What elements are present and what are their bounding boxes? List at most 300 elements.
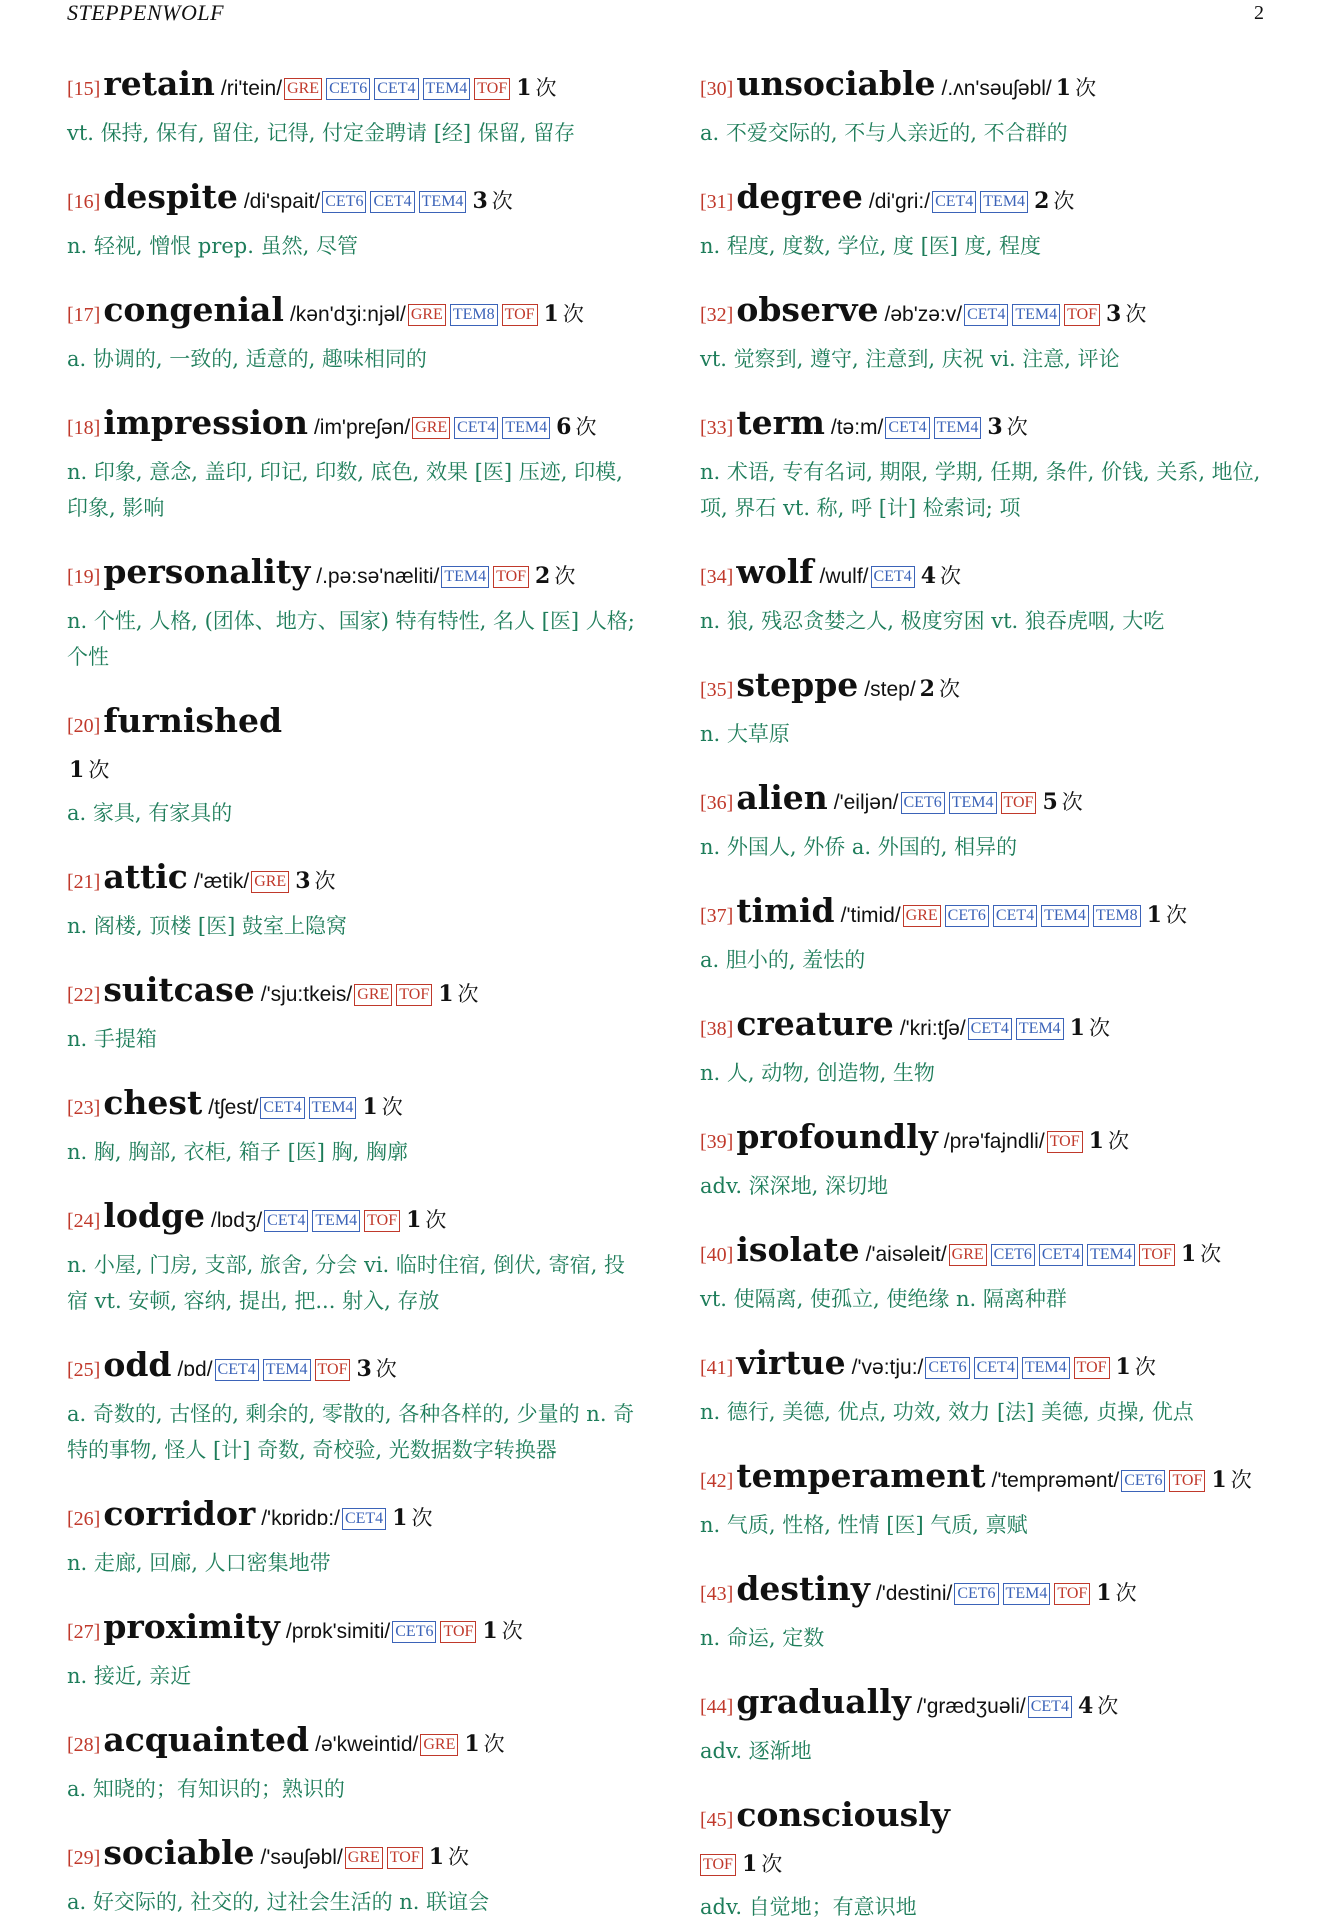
occurrence-count: 1: [464, 1731, 480, 1757]
occurrence-count: 1: [1088, 1128, 1104, 1154]
definition: a. 奇数的, 古怪的, 剩余的, 零散的, 各种各样的, 少量的 n. 奇特的事物, 怪人 [计] 奇数, 奇校验, 光数据数字转换器: [67, 1402, 635, 1462]
vocab-entry: [67, 1833, 642, 1920]
entry-headline: [700, 1004, 1275, 1055]
occurrence-count: 3: [987, 414, 1003, 440]
entry-number: [41]: [700, 1357, 734, 1379]
entry-headline: [700, 290, 1275, 341]
entry-headline: [67, 857, 642, 908]
occurrence-count: 4: [1077, 1693, 1094, 1719]
exam-tag-cet4: CET4: [964, 304, 1008, 326]
phonetic: /.pə:sə'næliti/: [316, 565, 440, 588]
occurrence-count: 1: [1115, 1354, 1131, 1380]
entry-number: [27]: [67, 1621, 101, 1643]
phonetic: /di'gri:/: [868, 190, 931, 213]
entry-headline: [700, 1343, 1275, 1394]
count-suffix: 次: [1088, 1016, 1110, 1040]
exam-tag-tem4: TEM4: [949, 792, 997, 814]
phonetic: /əb'zə:v/: [884, 303, 963, 326]
definition: a. 家具, 有家具的: [67, 801, 233, 825]
headword: timid: [736, 891, 835, 930]
count-suffix: 次: [381, 1095, 403, 1119]
entry-headline: [67, 1083, 642, 1134]
definition: vt. 使隔离, 使孤立, 使绝缘 n. 隔离种群: [700, 1287, 1067, 1311]
count-suffix: 次: [940, 564, 962, 588]
vocab-entry: [67, 64, 642, 151]
entry-number: [35]: [700, 679, 734, 701]
vocab-entry: [67, 1345, 642, 1468]
headword: unsociable: [736, 64, 936, 103]
definition: a. 胆小的, 羞怯的: [700, 948, 866, 972]
occurrence-count: 1: [1069, 1015, 1085, 1041]
count-suffix: 次: [1125, 302, 1147, 326]
phonetic: /'temprəmənt/: [991, 1469, 1120, 1492]
count-suffix: 次: [491, 189, 513, 213]
entry-headline: [700, 778, 1275, 829]
entry-number: [31]: [700, 191, 734, 213]
headword: gradually: [736, 1682, 911, 1721]
occurrence-count: 3: [472, 188, 488, 214]
entry-headline: [700, 1117, 1275, 1168]
entry-number: [24]: [67, 1210, 101, 1232]
entry-number: [39]: [700, 1131, 734, 1153]
count-suffix: 次: [575, 415, 597, 439]
exam-tag-cet4: CET4: [968, 1018, 1012, 1040]
exam-tag-cet4: CET4: [260, 1097, 304, 1119]
occurrence-count: 1: [516, 75, 532, 101]
exam-tag-tof: TOF: [493, 566, 529, 588]
entry-headline: [67, 290, 642, 341]
entry-headline: [67, 1494, 642, 1545]
count-suffix: 次: [1053, 189, 1075, 213]
vocab-entry: [700, 403, 1275, 526]
headword: consciously: [736, 1795, 950, 1834]
entry-number: [37]: [700, 905, 734, 927]
exam-tag-tof: TOF: [1139, 1244, 1175, 1266]
exam-tag-cet6: CET6: [954, 1583, 998, 1605]
phonetic: /'timid/: [840, 904, 901, 927]
headword: congenial: [103, 290, 284, 329]
entry-number: [23]: [67, 1097, 101, 1119]
entry-number: [15]: [67, 78, 101, 100]
count-suffix: 次: [1230, 1468, 1252, 1492]
phonetic: /'və:tju:/: [851, 1356, 924, 1379]
headword: degree: [736, 177, 863, 216]
exam-tag-cet6: CET6: [322, 191, 366, 213]
vocab-entry: [67, 403, 642, 526]
exam-tag-cet6: CET6: [901, 792, 945, 814]
vocab-entry: [700, 1230, 1275, 1317]
count-suffix: 次: [1107, 1129, 1129, 1153]
exam-tag-cet4: CET4: [370, 191, 414, 213]
occurrence-count: 1: [741, 1851, 758, 1877]
definition: a. 知晓的；有知识的；熟识的: [67, 1777, 345, 1801]
entry-number: [40]: [700, 1244, 734, 1266]
occurrence-count: 2: [1034, 188, 1050, 214]
right-column: [700, 64, 1275, 1925]
exam-tag-tem8: TEM8: [1093, 905, 1141, 927]
entry-headline: [67, 1196, 642, 1247]
phonetic: /tʃest/: [208, 1096, 259, 1119]
count-suffix: 次: [448, 1845, 470, 1869]
count-suffix: 次: [1134, 1355, 1156, 1379]
occurrence-count: 1: [1055, 75, 1072, 101]
count-suffix: 次: [88, 758, 110, 782]
exam-tag-cet4: CET4: [1028, 1696, 1072, 1718]
phonetic: /ri'tein/: [220, 77, 283, 100]
entry-number: [30]: [700, 78, 734, 100]
count-suffix: 次: [411, 1506, 433, 1530]
exam-tag-tof: TOF: [1064, 304, 1100, 326]
occurrence-count: 2: [535, 563, 551, 589]
phonetic: /im'preʃən/: [313, 416, 411, 439]
definition: n. 走廊, 回廊, 人口密集地带: [67, 1551, 331, 1575]
exam-tag-cet4: CET4: [215, 1359, 259, 1381]
count-suffix: 次: [1006, 415, 1028, 439]
exam-tag-tem8: TEM8: [450, 304, 498, 326]
vocab-entry: [700, 778, 1275, 865]
exam-tag-tof: TOF: [474, 78, 510, 100]
phonetic: /'kri:tʃə/: [899, 1017, 966, 1040]
phonetic: /'eiljən/: [833, 791, 899, 814]
exam-tag-cet4: CET4: [993, 905, 1037, 927]
occurrence-count: 1: [392, 1505, 408, 1531]
vocab-entry: [67, 970, 642, 1057]
occurrence-count: 3: [1106, 301, 1122, 327]
vocab-entry: [67, 1720, 642, 1807]
count-suffix: 次: [483, 1732, 505, 1756]
headword: isolate: [736, 1230, 860, 1269]
entry-number: [20]: [67, 715, 101, 737]
occurrence-count: 2: [919, 676, 935, 702]
exam-tag-tof: TOF: [502, 304, 538, 326]
exam-tag-tem4: TEM4: [980, 191, 1028, 213]
exam-tag-tof: TOF: [1169, 1470, 1205, 1492]
entry-headline: [700, 1682, 1275, 1733]
count-line: [67, 752, 642, 795]
vocab-entry: [67, 857, 642, 944]
definition: a. 协调的, 一致的, 适意的, 趣味相同的: [67, 347, 427, 371]
phonetic: /lɒdʒ/: [211, 1209, 263, 1232]
entry-number: [44]: [700, 1696, 734, 1718]
exam-tag-tem4: TEM4: [934, 417, 982, 439]
entry-number: [36]: [700, 792, 734, 814]
exam-tag-cet6: CET6: [925, 1357, 969, 1379]
definition: a. 不爱交际的, 不与人亲近的, 不合群的: [700, 121, 1068, 145]
entry-headline: [67, 970, 642, 1021]
exam-tag-cet4: CET4: [974, 1357, 1018, 1379]
definition: n. 接近, 亲近: [67, 1664, 192, 1688]
entry-headline: [700, 552, 1275, 603]
definition: n. 手提箱: [67, 1027, 157, 1051]
count-suffix: 次: [1200, 1242, 1222, 1266]
phonetic: /wulf/: [819, 565, 869, 588]
phonetic: /prə'fajndli/: [943, 1130, 1045, 1153]
exam-tag-tem4: TEM4: [309, 1097, 357, 1119]
exam-tag-cet4: CET4: [1039, 1244, 1083, 1266]
definition: n. 外国人, 外侨 a. 外国的, 相异的: [700, 835, 1018, 859]
count-suffix: 次: [938, 677, 960, 701]
vocab-entry: [700, 64, 1275, 151]
entry-headline: [700, 177, 1275, 228]
entry-number: [29]: [67, 1847, 101, 1869]
exam-tag-tem4: TEM4: [1016, 1018, 1064, 1040]
entry-number: [43]: [700, 1583, 734, 1605]
headword: wolf: [736, 552, 814, 591]
exam-tag-tof: TOF: [315, 1359, 351, 1381]
occurrence-count: 1: [1096, 1580, 1112, 1606]
count-suffix: 次: [457, 982, 479, 1006]
count-suffix: 次: [554, 564, 576, 588]
headword: term: [736, 403, 825, 442]
exam-tag-tem4: TEM4: [1012, 304, 1060, 326]
occurrence-count: 3: [356, 1356, 372, 1382]
entry-headline: [700, 891, 1275, 942]
exam-tag-cet4: CET4: [342, 1508, 386, 1530]
exam-tag-gre: GRE: [345, 1847, 383, 1869]
definition: vt. 觉察到, 遵守, 注意到, 庆祝 vi. 注意, 评论: [700, 347, 1120, 371]
exam-tag-cet6: CET6: [1121, 1470, 1165, 1492]
count-suffix: 次: [314, 869, 336, 893]
definition: adv. 逐渐地: [700, 1739, 812, 1763]
headword: despite: [103, 177, 238, 216]
definition: n. 轻视, 憎恨 prep. 虽然, 尽管: [67, 234, 358, 258]
exam-tag-cet4: CET4: [454, 417, 498, 439]
occurrence-count: 1: [1146, 902, 1162, 928]
vocab-entry: [67, 177, 642, 264]
headword: impression: [103, 403, 308, 442]
occurrence-count: 1: [543, 301, 559, 327]
headword: alien: [736, 778, 828, 817]
exam-tag-tem4: TEM4: [1003, 1583, 1051, 1605]
count-suffix: 次: [1075, 76, 1097, 100]
vocab-entry: [700, 1343, 1275, 1430]
exam-tag-tof: TOF: [1074, 1357, 1110, 1379]
headword: destiny: [736, 1569, 870, 1608]
count-suffix: 次: [562, 302, 584, 326]
entry-number: [17]: [67, 304, 101, 326]
exam-tag-tem4: TEM4: [1041, 905, 1089, 927]
count-suffix: 次: [761, 1852, 783, 1876]
occurrence-count: 6: [556, 414, 572, 440]
exam-tag-cet6: CET6: [326, 78, 370, 100]
occurrence-count: 1: [362, 1094, 378, 1120]
headword: retain: [103, 64, 215, 103]
entry-headline: [67, 403, 642, 454]
phonetic: /ə'kweintid/: [315, 1733, 419, 1756]
left-column: [67, 64, 642, 1920]
phonetic: /ɒd/: [177, 1358, 213, 1381]
occurrence-count: 5: [1042, 789, 1058, 815]
phonetic: /'grædʒuəli/: [916, 1695, 1026, 1718]
headword: virtue: [736, 1343, 846, 1382]
entry-headline: [67, 701, 642, 752]
headword: temperament: [736, 1456, 986, 1495]
phonetic: /tə:m/: [830, 416, 884, 439]
exam-tag-tem4: TEM4: [423, 78, 471, 100]
count-suffix: 次: [1097, 1694, 1119, 1718]
exam-tag-cet4: CET4: [932, 191, 976, 213]
entry-number: [42]: [700, 1470, 734, 1492]
phonetic: /'ætik/: [193, 870, 250, 893]
phonetic: /'aisəleit/: [865, 1243, 947, 1266]
headword: furnished: [103, 701, 283, 740]
phonetic: /kən'dʒi:njəl/: [289, 303, 406, 326]
vocab-entry: [67, 701, 642, 831]
occurrence-count: 1: [406, 1207, 422, 1233]
definition: n. 个性, 人格, (团体、地方、国家) 特有特性, 名人 [医] 人格; 个性: [67, 609, 635, 669]
vocab-entry: [67, 1196, 642, 1319]
definition: adv. 自觉地；有意识地: [700, 1895, 917, 1919]
entry-headline: [700, 403, 1275, 454]
entry-headline: [700, 665, 1275, 716]
definition: n. 胸, 胸部, 衣柜, 箱子 [医] 胸, 胸廓: [67, 1140, 409, 1164]
entry-number: [45]: [700, 1809, 734, 1831]
definition: n. 印象, 意念, 盖印, 印记, 印数, 底色, 效果 [医] 压迹, 印模, 印象, 影响: [67, 460, 623, 520]
exam-tag-tof: TOF: [396, 984, 432, 1006]
exam-tag-tem4: TEM4: [502, 417, 550, 439]
vocab-entry: [700, 290, 1275, 377]
exam-tag-cet4: CET4: [885, 417, 929, 439]
entry-number: [21]: [67, 871, 101, 893]
entry-headline: [67, 552, 642, 603]
entry-headline: [67, 1833, 642, 1884]
exam-tag-tem4: TEM4: [441, 566, 489, 588]
occurrence-count: 1: [482, 1618, 498, 1644]
count-suffix: 次: [1061, 790, 1083, 814]
vocab-entry: [700, 1004, 1275, 1091]
entry-number: [32]: [700, 304, 734, 326]
entry-headline: [700, 1569, 1275, 1620]
definition: n. 狼, 残忍贪婪之人, 极度穷困 vt. 狼吞虎咽, 大吃: [700, 609, 1165, 633]
headword: proximity: [103, 1607, 280, 1646]
exam-tag-gre: GRE: [408, 304, 446, 326]
exam-tag-gre: GRE: [284, 78, 322, 100]
definition: n. 术语, 专有名词, 期限, 学期, 任期, 条件, 价钱, 关系, 地位, 项, 界石 vt. 称, 呼 [计] 检索词; 项: [700, 460, 1261, 520]
exam-tag-gre: GRE: [949, 1244, 987, 1266]
exam-tag-tof: TOF: [1047, 1131, 1083, 1153]
headword: steppe: [736, 665, 859, 704]
entry-number: [16]: [67, 191, 101, 213]
vocab-entry: [700, 1456, 1275, 1543]
headword: sociable: [103, 1833, 255, 1872]
definition: n. 人, 动物, 创造物, 生物: [700, 1061, 935, 1085]
exam-tag-gre: GRE: [903, 905, 941, 927]
vocab-entry: [67, 1607, 642, 1694]
phonetic: /'səuʃəbl/: [260, 1846, 343, 1869]
phonetic: /'sju:tkeis/: [260, 983, 353, 1006]
entry-headline: [67, 177, 642, 228]
definition: n. 小屋, 门房, 支部, 旅舍, 分会 vi. 临时住宿, 倒伏, 寄宿, 投宿 vt. 安顿, 容纳, 提出, 把... 射入, 存放: [67, 1253, 625, 1313]
entry-headline: [700, 64, 1275, 115]
entry-headline: [67, 1345, 642, 1396]
headword: odd: [103, 1345, 172, 1384]
exam-tag-tem4: TEM4: [1087, 1244, 1135, 1266]
entry-number: [18]: [67, 417, 101, 439]
phonetic: /.ʌn'səuʃəbl/: [941, 77, 1052, 100]
definition: n. 大草原: [700, 722, 790, 746]
vocab-entry: [700, 891, 1275, 978]
vocab-entry: [67, 1083, 642, 1170]
entry-number: [34]: [700, 566, 734, 588]
entry-number: [22]: [67, 984, 101, 1006]
occurrence-count: 1: [1211, 1467, 1227, 1493]
entry-number: [19]: [67, 566, 101, 588]
exam-tag-cet4: CET4: [264, 1210, 308, 1232]
headword: attic: [103, 857, 188, 896]
headword: personality: [103, 552, 311, 591]
page-number: 2: [1254, 2, 1264, 24]
count-line: [700, 1846, 1275, 1889]
headword: observe: [736, 290, 879, 329]
vocab-entry: [700, 1569, 1275, 1656]
headword: lodge: [103, 1196, 206, 1235]
exam-tag-cet4: CET4: [871, 566, 915, 588]
exam-tag-gre: GRE: [412, 417, 450, 439]
exam-tag-cet6: CET6: [991, 1244, 1035, 1266]
exam-tag-cet6: CET6: [392, 1621, 436, 1643]
exam-tag-cet6: CET6: [945, 905, 989, 927]
headword: profoundly: [736, 1117, 938, 1156]
count-suffix: 次: [501, 1619, 523, 1643]
entry-headline: [67, 1720, 642, 1771]
exam-tag-tof: TOF: [440, 1621, 476, 1643]
vocab-entry: [67, 552, 642, 675]
exam-tag-gre: GRE: [251, 871, 289, 893]
definition: n. 气质, 性格, 性情 [医] 气质, 禀赋: [700, 1513, 1028, 1537]
definition: vt. 保持, 保有, 留住, 记得, 付定金聘请 [经] 保留, 留存: [67, 121, 576, 145]
headword: chest: [103, 1083, 203, 1122]
phonetic: /'kɒridɒ:/: [261, 1507, 340, 1530]
definition: n. 德行, 美德, 优点, 功效, 效力 [法] 美德, 贞操, 优点: [700, 1400, 1194, 1424]
occurrence-count: 4: [920, 563, 937, 589]
vocab-entry: [700, 177, 1275, 264]
count-suffix: 次: [1165, 903, 1187, 927]
vocab-entry: [67, 290, 642, 377]
entry-headline: [67, 64, 642, 115]
exam-tag-tem4: TEM4: [263, 1359, 311, 1381]
entry-headline: [700, 1230, 1275, 1281]
definition: n. 程度, 度数, 学位, 度 [医] 度, 程度: [700, 234, 1042, 258]
headword: creature: [736, 1004, 894, 1043]
vocab-entry: [700, 552, 1275, 639]
exam-tag-gre: GRE: [354, 984, 392, 1006]
occurrence-count: 1: [438, 981, 454, 1007]
vocab-entry: [700, 665, 1275, 752]
exam-tag-tof: TOF: [1054, 1583, 1090, 1605]
exam-tag-tof: TOF: [364, 1210, 400, 1232]
exam-tag-cet4: CET4: [374, 78, 418, 100]
exam-tag-tof: TOF: [700, 1854, 736, 1876]
exam-tag-tem4: TEM4: [419, 191, 467, 213]
vocab-entry: [67, 1494, 642, 1581]
entry-headline: [67, 1607, 642, 1658]
count-suffix: 次: [375, 1357, 397, 1381]
phonetic: /di'spait/: [243, 190, 321, 213]
entry-number: [25]: [67, 1359, 101, 1381]
exam-tag-tof: TOF: [1001, 792, 1037, 814]
phonetic: /'destini/: [875, 1582, 953, 1605]
count-suffix: 次: [425, 1208, 447, 1232]
occurrence-count: 3: [295, 868, 311, 894]
entry-headline: [700, 1795, 1275, 1846]
phonetic: /prɒk'simiti/: [285, 1620, 391, 1643]
definition: adv. 深深地, 深切地: [700, 1174, 889, 1198]
running-header-title: STEPPENWOLF: [67, 0, 225, 25]
entry-headline: [700, 1456, 1275, 1507]
phonetic: /step/: [864, 678, 916, 701]
headword: acquainted: [103, 1720, 310, 1759]
entry-number: [26]: [67, 1508, 101, 1530]
